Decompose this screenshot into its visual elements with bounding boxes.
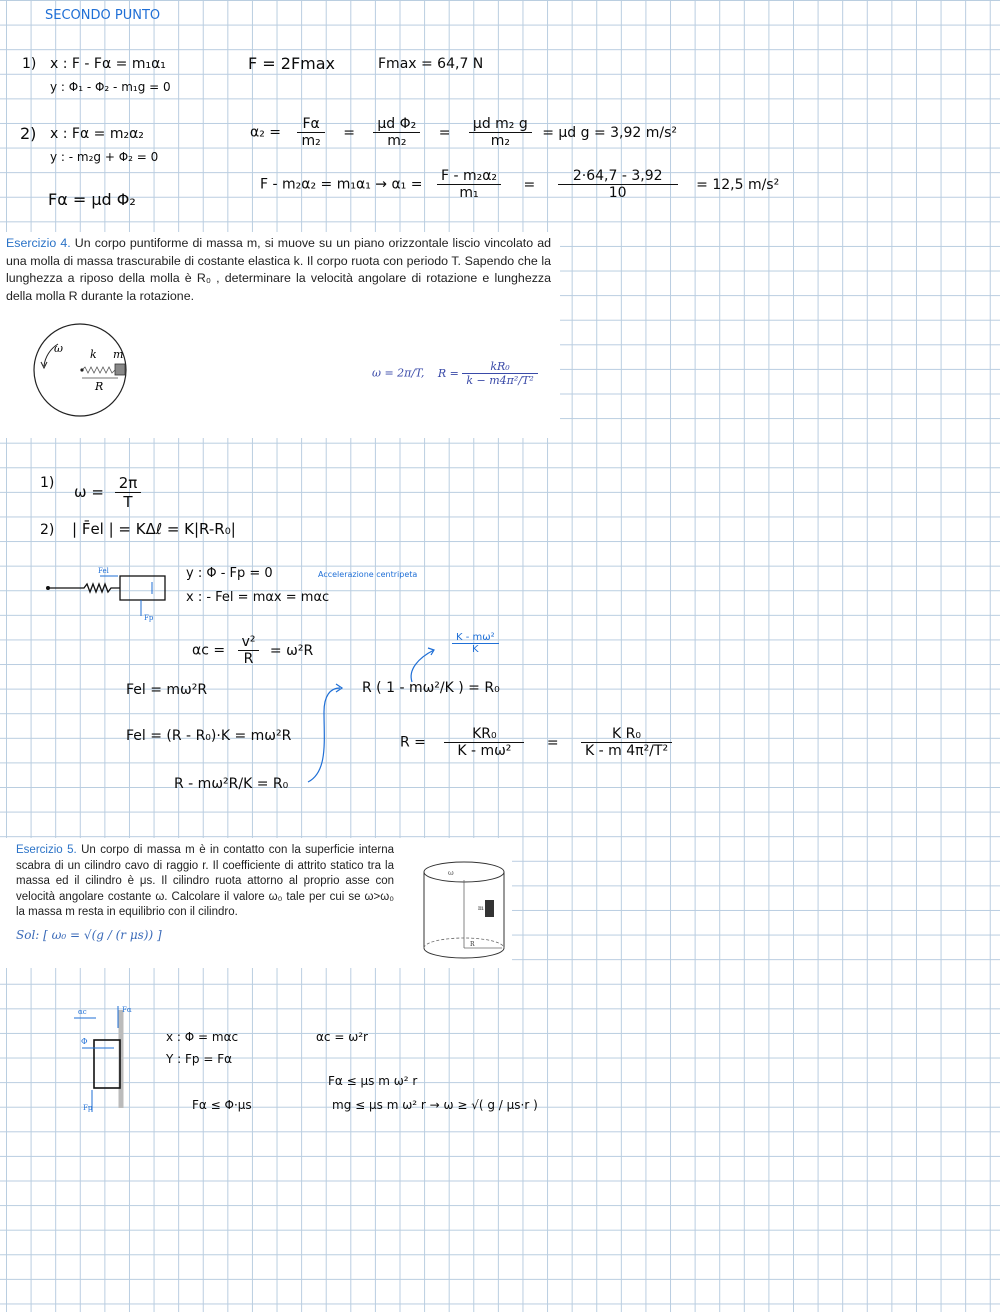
wall-freebody-diagram: [66, 1000, 146, 1120]
a2-result: = μd g = 3,92 m/s²: [542, 124, 678, 141]
bracket-frac: [452, 632, 499, 655]
spring-coil: [48, 584, 120, 592]
w4-r-bottom: R - mω²R/K = R₀: [174, 776, 289, 792]
weight-label: Fp: [83, 1104, 93, 1112]
spring-freebody-diagram: [40, 562, 180, 622]
a1-frac-1-num: F - m₂α₂: [437, 168, 501, 185]
a1-frac-2-den: 10: [608, 185, 627, 201]
ac-den: R: [243, 651, 254, 667]
ac-frac: [238, 634, 260, 667]
a1-frac-1-den: m₁: [459, 185, 479, 201]
cylinder-m-label: m: [478, 905, 484, 912]
r-result-equals: =: [546, 734, 559, 751]
r-result-lhs: R =: [400, 734, 426, 751]
centripetal-note: Accelerazione centripeta: [318, 570, 418, 579]
w4-step2-number: 2): [40, 522, 55, 538]
normal-label: Φ: [81, 1037, 88, 1046]
a2-frac-1-den: m₂: [301, 133, 321, 149]
friction-equation: Fα = μd Φ₂: [48, 190, 136, 209]
cylinder-bottom-front: [424, 948, 504, 958]
w5-final-result: mg ≤ μs m ω² r → ω ≥ √( g / μs·r ): [332, 1098, 538, 1112]
a2-lhs: α₂ =: [250, 124, 282, 141]
cylinder-R-label: R: [470, 941, 475, 948]
a2-frac-2: [373, 116, 420, 149]
solution-R-num: kR₀: [462, 360, 537, 374]
w4-omega-num: 2π: [115, 474, 142, 493]
force-equation: F = 2Fmax: [248, 54, 336, 73]
r-result-frac-1: [444, 726, 524, 759]
w4-x-equation: x : - Fel = mαx = mαc: [186, 590, 330, 605]
a2-equals-2: =: [438, 124, 451, 141]
w4-fel-1: Fel = mω²R: [126, 682, 208, 698]
exercise5-solution: Sol: [ ω₀ = √(g / (r μs)) ]: [16, 928, 162, 942]
fmax-equation: Fmax = 64,7 N: [378, 56, 484, 72]
bracket-annotation: [452, 632, 499, 655]
friction-label: Fα: [122, 1006, 132, 1014]
r-result-den-1: K - mω²: [457, 743, 512, 759]
acc-label: αc: [78, 1008, 87, 1016]
w4-r-equation: R ( 1 - mω²/K ) = R₀: [362, 680, 500, 696]
a1-frac-2-num: 2·64,7 - 3,92: [558, 168, 678, 185]
w4-omega-frac: [115, 474, 142, 511]
ac-result: = ω²R: [269, 642, 314, 659]
a2-frac-2-num: μd Φ₂: [373, 116, 420, 133]
cylinder-figure: [418, 856, 512, 968]
r-result-frac-2: [581, 726, 672, 759]
center-pivot: [80, 368, 83, 371]
w4-centripetal-acc: [192, 634, 313, 667]
w4-step1-number: 1): [40, 475, 55, 491]
a1-lhs: F - m₂α₂ = m₁α₁ → α₁ =: [260, 176, 423, 193]
w5-friction-bound: Fα ≤ μs m ω² r: [328, 1074, 418, 1088]
a1-frac-1: [437, 168, 501, 201]
solution-R-lhs: R =: [437, 366, 459, 380]
step1-x-equation: x : F - Fα = m₁α₁: [50, 56, 166, 72]
step1-number: 1): [22, 56, 37, 72]
a1-frac-2: [558, 168, 678, 201]
connector-arrow-2: [411, 650, 434, 682]
k-label: k: [90, 348, 97, 361]
a1-derivation: [260, 168, 779, 201]
exercise5-statement: [16, 843, 394, 921]
fp-label: Fp: [144, 614, 154, 622]
exercise4-text: Un corpo puntiforme di massa m, si muove su un piano orizzontale liscio vincolato ad una molla di massa trascurabile di costante elastica k. Il corpo ruota con periodo T. Sapendo che la lunghezza a riposo della molla è R₀ , determinare la velocità angolare di rotazione e lunghezza della molla R durante la rotazione.: [6, 236, 551, 303]
a2-frac-1: [297, 116, 324, 149]
exercise4-solution: [372, 360, 538, 387]
step1-y-equation: y : Φ₁ - Φ₂ - m₁g = 0: [50, 80, 171, 94]
solution-omega: ω = 2π/T,: [372, 366, 425, 380]
mass-block: [485, 900, 494, 917]
exercise4-label: Esercizio 4.: [6, 236, 71, 250]
section-title: SECONDO PUNTO: [45, 8, 161, 23]
w4-fel-2: Fel = (R - R₀)·K = mω²R: [126, 728, 292, 744]
rotating-disk: [34, 324, 126, 416]
w4-omega-lhs: ω =: [74, 483, 104, 501]
a2-frac-1-num: Fα: [297, 116, 324, 133]
a2-frac-2-den: m₂: [387, 133, 407, 149]
a2-frac-3-num: μd m₂ g: [469, 116, 532, 133]
a2-frac-3: [469, 116, 532, 149]
w4-omega-den: T: [123, 493, 133, 511]
r-result-num-2: K R₀: [581, 726, 672, 743]
r-result-den-2: K - m 4π²/T²: [585, 743, 669, 759]
a2-derivation: [250, 116, 677, 149]
w5-y-equation: Y : Fp = Fα: [166, 1052, 233, 1066]
block: [120, 576, 165, 600]
bracket-num: K - mω²: [452, 632, 499, 644]
w4-elastic-force: | F̄el | = KΔℓ = K|R-R₀|: [72, 520, 236, 538]
w4-y-equation: y : Φ - Fp = 0: [186, 566, 273, 581]
ac-lhs: αc =: [192, 642, 226, 659]
w5-centripetal: αc = ω²r: [316, 1030, 368, 1044]
a2-equals-1: =: [343, 124, 355, 141]
bracket-den: K: [472, 644, 479, 655]
connector-arrow-1: [308, 688, 340, 782]
cylinder-top: [424, 862, 504, 882]
a1-result: = 12,5 m/s²: [696, 176, 780, 193]
step2-x-equation: x : Fα = m₂α₂: [50, 126, 144, 142]
exercise4-statement: [6, 235, 551, 305]
mass-box: [94, 1040, 120, 1088]
ac-num: v²: [238, 634, 260, 651]
w4-omega-equation: [74, 474, 141, 511]
step2-number: 2): [20, 124, 37, 143]
fel-label: Fel: [98, 567, 109, 575]
w5-friction-inequality: Fα ≤ Φ·μs: [192, 1098, 252, 1112]
spring: [82, 367, 115, 373]
w5-x-equation: x : Φ = mαc: [166, 1030, 239, 1044]
cylinder-omega-label: ω: [448, 869, 454, 877]
connector-arrows: [300, 640, 450, 790]
exercise4-figure: [30, 322, 142, 422]
solution-R-frac: [462, 360, 537, 387]
solution-R-den: k − m4π²/T²: [466, 374, 534, 387]
step2-y-equation: y : - m₂g + Φ₂ = 0: [50, 150, 159, 164]
exercise5-text: Un corpo di massa m è in contatto con la superficie interna scabra di un cilindro cavo di raggio r. Il coefficiente di attrito statico tra la massa ed il cilindro è μs. Il cilindro ruota attorno al proprio asse con velocità angolare costante ω. Calcolare il valore ω₀ tale per cui se ω>ω₀ la massa m resta in equilibrio con il cilindro.: [16, 844, 394, 919]
point-mass: [115, 364, 125, 375]
m-label: m: [113, 348, 124, 361]
r-result-num-1: KR₀: [444, 726, 524, 743]
R-label: R: [95, 380, 104, 393]
exercise5-label: Esercizio 5.: [16, 844, 77, 856]
a2-frac-3-den: m₂: [490, 133, 510, 149]
omega-label: ω: [54, 342, 63, 355]
a1-equals: =: [523, 176, 536, 193]
